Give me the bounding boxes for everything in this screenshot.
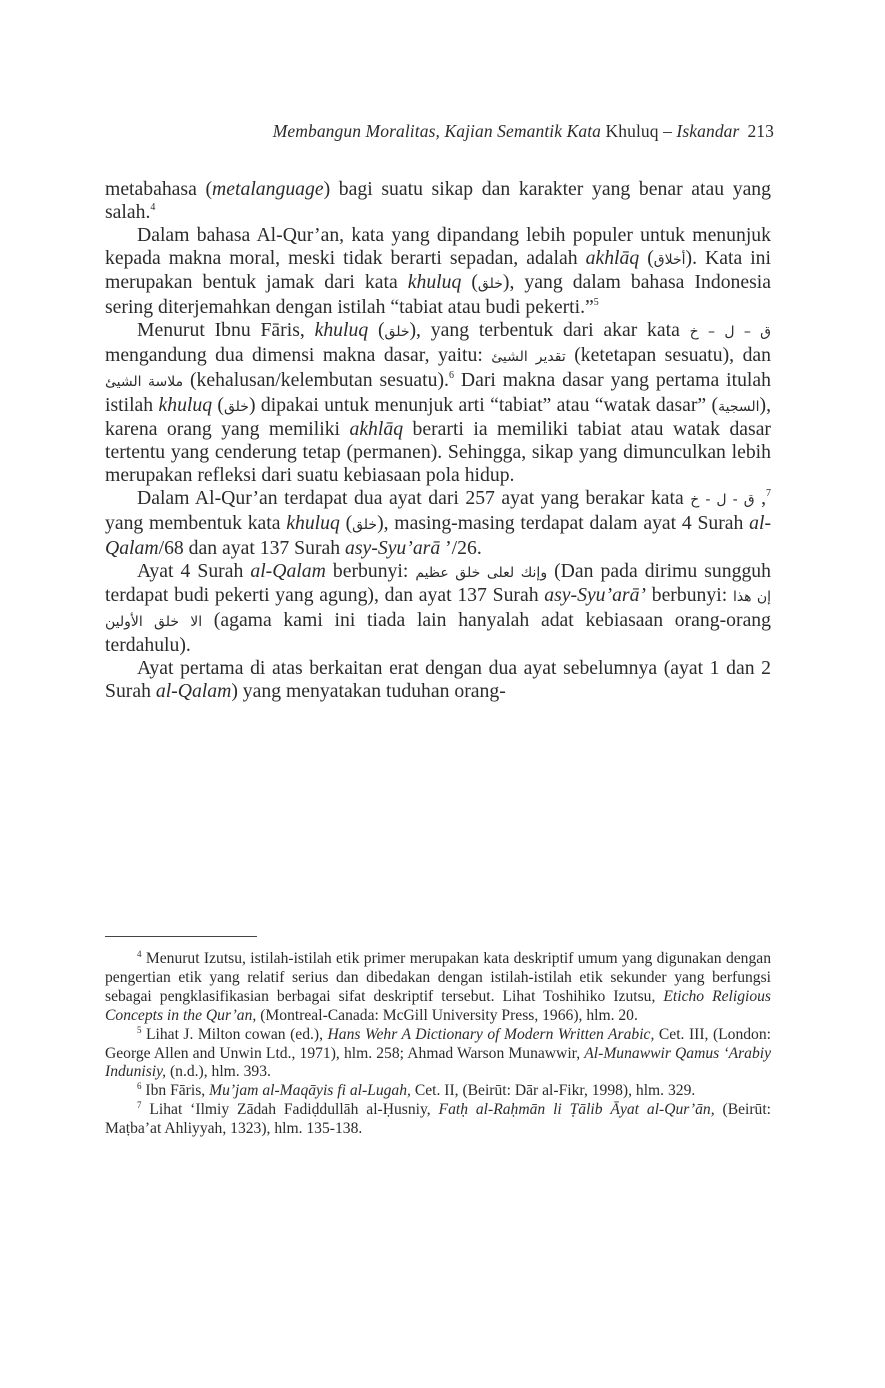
paragraph-3: Menurut Ibnu Fāris, khuluq (خلق), yang terbentuk dari akar kata ق – ل – خ mengandung dua dimensi makna dasar, yaitu: تقدير الشيئ (ketetapan sesuatu), dan ملاسة الشيئ (kehalusan/kelembutan sesuatu).$^6$ Dari makna dasar yang pertama itulah istilah khuluq (خلق) dipakai untuk menunjuk arti “tabiat” atau “watak dasar” (السجية), karena orang yang memiliki akhlāq berarti ia memiliki tabiat atau watak dasar tertentu yang cenderung tetap (permanen). Sehingga, sikap yang dimunculkan lebih merupakan refleksi dari suatu kebiasaan pola hidup. (105, 319, 772, 487)
footnote-6: $^6$ Ibn Fāris, Mu’jam al-Maqāyis fi al-Lugah, Cet. II, (Beirūt: Dār al-Fikr, 1998), hlm. 329. (137, 1081, 696, 1100)
footnote-ref-7[interactable]: 7 (766, 487, 771, 499)
arabic-verse: وإنك لعلى خلق عظيم (415, 564, 548, 581)
footnotes (105, 950, 771, 1139)
arabic-term: خلق (224, 398, 249, 415)
arabic-root: ق - ل - خ (690, 491, 755, 508)
arabic-term: خلق (384, 324, 410, 341)
footnote-divider (105, 936, 257, 937)
footnote-7: $^7$ Lihat ‘Ilmiy Zādah Fadiḍdullāh al-Ḥusniy, Fatḥ al-Raḥmān li Ṭālib Āyat al-Qur’ān, (Beirūt: Maṭba’at Ahliyyah, 1323), hlm. 135-138. (105, 1100, 771, 1138)
running-header (150, 121, 774, 142)
main-text (105, 178, 771, 703)
arabic-term: أخلاق (653, 251, 686, 268)
footnote-ref-5[interactable]: 5 (593, 297, 599, 309)
footnote-ref-4[interactable]: 4 (150, 201, 156, 213)
footnote-ref-6[interactable]: 6 (448, 369, 454, 381)
arabic-term: تقدير الشيئ (491, 348, 566, 365)
arabic-verse: إن هذا الا خلق الأولين (105, 589, 772, 631)
running-title: Membangun Moralitas, Kajian Semantik Kata Khuluq – Iskandar (272, 121, 740, 141)
paragraph-5: Ayat 4 Surah al-Qalam berbunyi: وإنك لعلى خلق عظيم (Dan pada dirimu sungguh terdapat budi pekerti yang agung), dan ayat 137 Surah asy-Syu’arā’ berbunyi: إن هذا الا خلق الأولين (agama kami ini tiada lain hanyalah adat kebiasaan orang-orang terdahulu). (105, 559, 772, 657)
page-number: 213 (747, 121, 774, 141)
paragraph-6: Ayat pertama di atas berkaitan erat dengan dua ayat sebelumnya (ayat 1 dan 2 Surah al-Qalam) yang menyatakan tuduhan orang- (105, 656, 771, 702)
arabic-root: ق – ل – خ (689, 324, 772, 341)
arabic-term: ملاسة الشيئ (105, 373, 184, 390)
paragraph-1: metabahasa (metalanguage) bagi suatu sikap dan karakter yang benar atau yang salah.$^4$ (105, 178, 771, 223)
arabic-term: خلق (477, 276, 503, 293)
paragraph-2: Dalam bahasa Al-Qur’an, kata yang dipandang lebih populer untuk menunjuk kepada makna moral, meski tidak berarti sepadan, adalah akhlāq (أخلاق). Kata ini merupakan bentuk jamak dari kata khuluq (خلق), yang dalam bahasa Indonesia sering diterjemahkan dengan istilah “tabiat atau budi pekerti.”$^5$ (105, 223, 771, 319)
arabic-term: خلق (352, 516, 378, 533)
arabic-term: السجية (718, 398, 760, 415)
paragraph-4: Dalam Al-Qur’an terdapat dua ayat dari 257 ayat yang berakar kata ق - ل - خ ,$^7$ yang membentuk kata khuluq (خلق), masing-masing terdapat dalam ayat 4 Surah al-Qalam/68 dan ayat 137 Surah asy-Syu’arā ’/26. (105, 486, 771, 559)
footnote-5: $^5$ Lihat J. Milton cowan (ed.), Hans Wehr A Dictionary of Modern Written Arabic, Cet. III, (London: George Allen and Unwin Ltd., 1971), hlm. 258; Ahmad Warson Munawwir, Al-Munawwir Qamus ‘Arabiy Indunisiy, (n.d.), hlm. 393. (105, 1024, 772, 1081)
footnote-4: $^4$ Menurut Izutsu, istilah-istilah etik primer merupakan kata deskriptif umum yang digunakan dengan pengertian etik yang relatif serius dan dibedakan dengan istilah-istilah etik sekunder yang berfungsi sebagai pengklasifikasian berbagai sifat deskriptif tersebut. Lihat Toshihiko Izutsu, Eticho Religious Concepts in the Qur’an, (Montreal-Canada: McGill University Press, 1966), hlm. 20. (105, 949, 771, 1024)
